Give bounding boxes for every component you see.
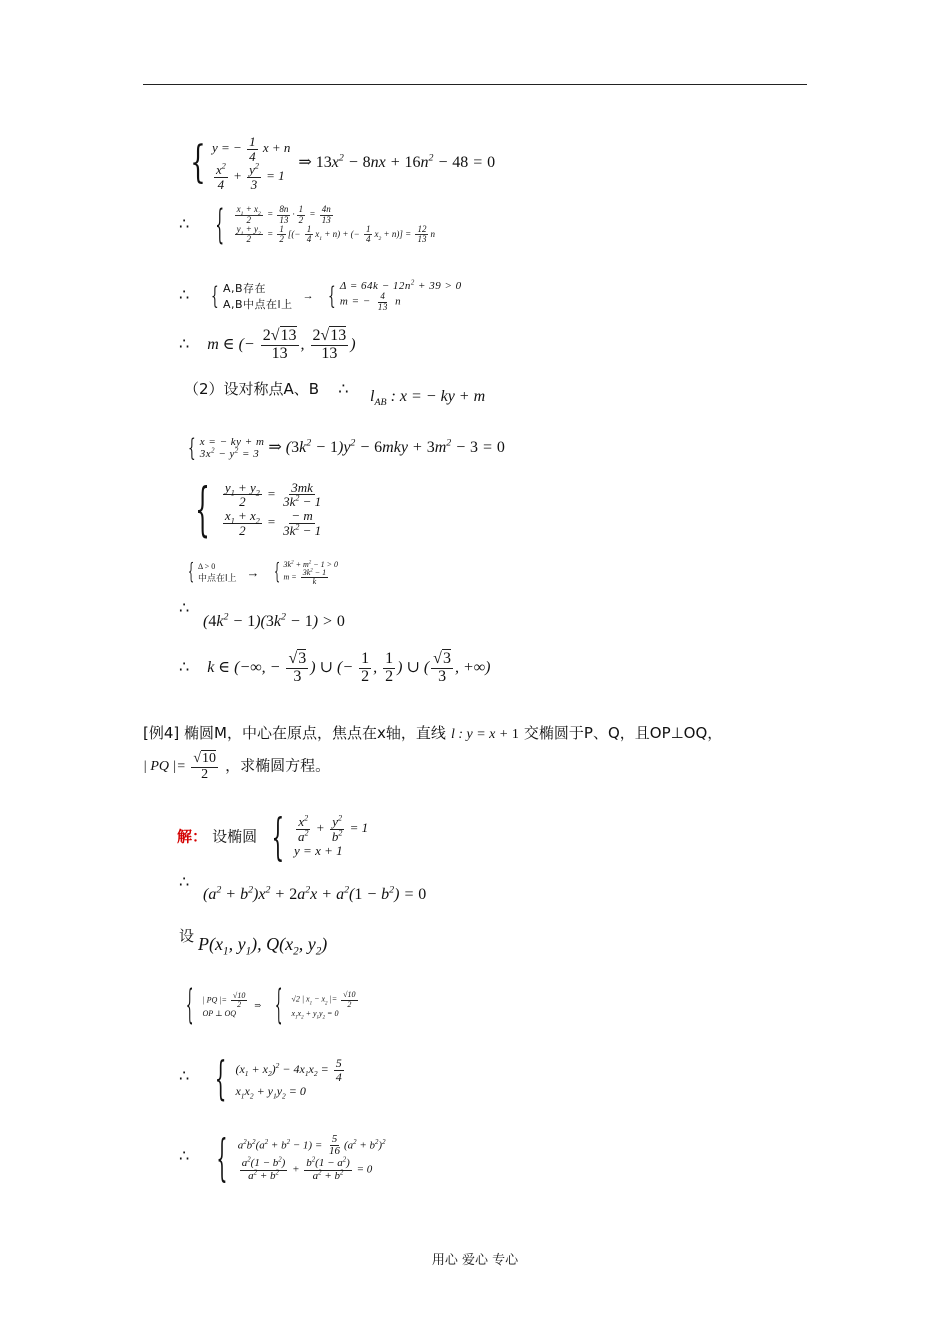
therefore-symbol: ∴ bbox=[179, 872, 190, 891]
example4-line-text: 交椭圆于P、Q，且OP⊥OQ， bbox=[523, 724, 723, 742]
header-rule bbox=[143, 84, 807, 85]
text-mid-on-l2: 中点在l上 bbox=[198, 574, 237, 585]
set-points-label bbox=[179, 925, 194, 946]
m-range: ∴ m ∈ (− $\frac{2√13}{13}$ , $\frac{2√13}{13}$ ) bbox=[179, 327, 356, 362]
example4-statement-2: | PQ |= $\frac{√10}{2}$ ，求椭圆方程。 bbox=[143, 751, 331, 782]
line-ab-equation: $l_{AB}$ : x = − ky + m bbox=[370, 388, 486, 409]
pq-condition-system: { | PQ |= $\frac{√10}{2}$ OP ⊥ OQ ⇒ { √2 | $x_1 - x_2$ |= $\frac{√10}{2}$ $x_1x_2 + y_1y_2 = 0$ bbox=[185, 982, 356, 1028]
points-pq: $P(x_1$, $y_1$), $Q(x_2$, $y_2$) bbox=[198, 934, 328, 958]
therefore-inequality bbox=[179, 598, 203, 618]
hyperbola-system: { x = − ky + m $3x^2 - y^2 = 3$ ⇒ $(3k^2 - 1)y^2 - 6mky + 3m^2 - 3 = 0$ bbox=[187, 434, 505, 462]
example4-line2-text: ，求椭圆方程。 bbox=[225, 756, 331, 775]
therefore-symbol: ∴ bbox=[179, 1145, 190, 1165]
k-range: ∴ k ∈ (−∞, − $\frac{√3}{3}$ ) ∪ (− $\frac{1}{2}$ , $\frac{1}{2}$ ) ∪ ( $\frac{√3}{3}$ , +∞) bbox=[179, 650, 491, 685]
solution-label: 解： bbox=[177, 827, 208, 846]
part2-line bbox=[184, 378, 362, 399]
set-text: 设 bbox=[179, 927, 195, 945]
text-exists: A,B存在 bbox=[222, 282, 267, 295]
delta-condition-2: { Δ > 0 中点在l上 → { $3k^2 + m^2 - 1 > 0$ m = $\frac{3k^2 - 1}{k}$ bbox=[187, 560, 339, 587]
quadratic-in-x: $(a^2 + b^2)x^2 + 2a^2x + a^2(1 - b^2) = 0$ bbox=[203, 884, 427, 903]
equation-system-1: { y = − $\frac{1}{4}$ x + n $\frac{x^2}{4}$ + $\frac{y^2}{3}$ = 1 ⇒ $13x^2 - 8nx + 16n^2 - 48 = 0$ bbox=[190, 134, 496, 192]
therefore-symbol: ∴ bbox=[179, 598, 190, 617]
part2-text: （2）设对称点A、B bbox=[184, 380, 320, 398]
therefore-symbol: ∴ bbox=[179, 333, 190, 353]
page-footer: 用心 爱心 专心 bbox=[431, 1253, 519, 1268]
example4-text: [例4] 椭圆M，中心在原点，焦点在x轴，直线 bbox=[143, 724, 446, 742]
text-mid-on-l: A,B中点在l上 bbox=[222, 298, 293, 311]
therefore-symbol: ∴ bbox=[179, 213, 190, 233]
example4-statement: [例4] 椭圆M，中心在原点，焦点在x轴，直线 l : y = x + 1 交椭圆于P、Q，且OP⊥OQ， bbox=[143, 724, 723, 742]
therefore-midpoint-system: ∴ { $\frac{x_1 + x_2}{2}$ = $\frac{8n}{13}$ · $\frac{1}{2}$ = $\frac{4n}{13}$ $\frac{y_1 + y_2}{2}$ = $\frac{1}{2}$ [(− $\frac{1}{4}$ $x_1 + n$) + (− $\frac{1}{4}$ $x_2 + n$)] = $\frac{12}{13}$ n bbox=[179, 202, 435, 248]
therefore-existence-condition: ∴ { A,B存在 A,B中点在l上 → { $\Delta = 64k - 12n^2 + 39 > 0$ m = − $\frac{4}{13}$ n bbox=[179, 279, 462, 312]
therefore-final-system: ∴ { $a^2b^2(a^2 + b^2 - 1)$ = $\frac{5}{16}$ $(a^2 + b^2)^2$ $\frac{a^2(1 - b^2)}{a^2 + b^2}$ + $\frac{b^2(1 - a^2)}{a^2 + b^2}$ = 0 bbox=[179, 1129, 386, 1187]
therefore-symbol-row bbox=[179, 872, 203, 892]
solution-start: 解： 设椭圆 { $\frac{x^2}{a^2}$ + $\frac{y^2}{b^2}$ = 1 y = x + 1 bbox=[177, 808, 369, 866]
therefore-sum-product: ∴ { $(x_1 + x_2)^2 - 4x_1x_2$ = $\frac{5}{4}$ $x_1x_2 + y_1y_2 = 0$ bbox=[179, 1051, 342, 1105]
therefore-symbol: ∴ bbox=[179, 284, 190, 304]
k-inequality: $(4k^2 - 1)(3k^2 - 1) > 0$ bbox=[203, 611, 345, 630]
solution-text: 设椭圆 bbox=[212, 827, 258, 846]
therefore-symbol: ∴ bbox=[179, 1065, 190, 1085]
therefore-symbol: ∴ bbox=[338, 379, 349, 398]
midpoint-system-2: { $\frac{y_1 + y_2}{2}$ = $\frac{3mk}{3k^2 - 1}$ $\frac{x_1 + x_2}{2}$ = $\frac{- m}{3k^2 - 1}$ bbox=[195, 475, 322, 543]
therefore-symbol: ∴ bbox=[179, 656, 190, 676]
